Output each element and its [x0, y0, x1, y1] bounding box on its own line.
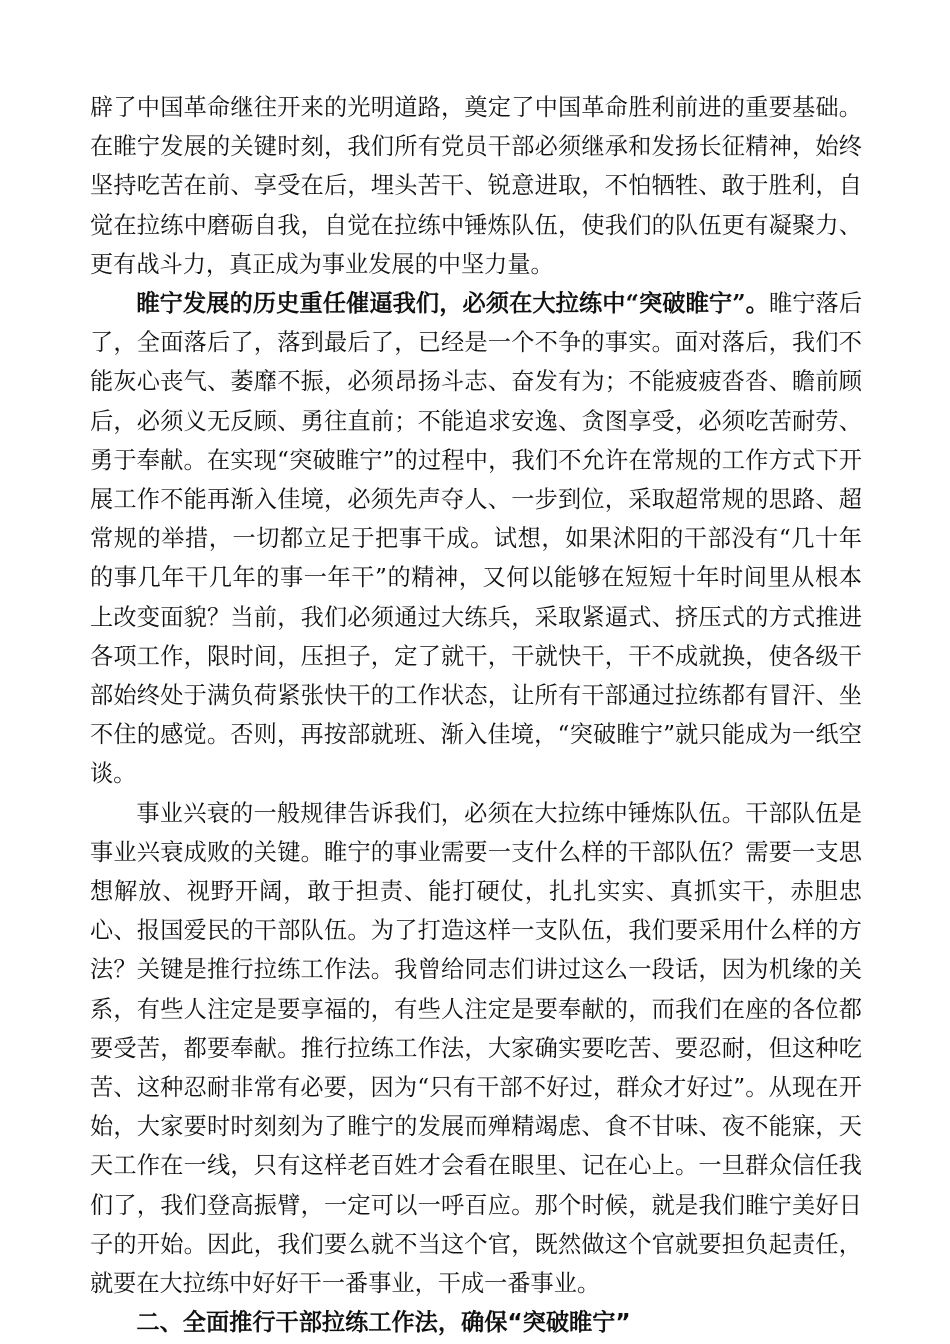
paragraph-2-lead: 睢宁发展的历史重任催逼我们，必须在大拉练中“突破睢宁”。 [136, 290, 769, 318]
paragraph-breakthrough [90, 284, 862, 794]
paragraph-continuation [90, 88, 862, 284]
document-page [90, 88, 862, 1343]
paragraph-team-building [90, 794, 862, 1304]
paragraph-3-text: 事业兴衰的一般规律告诉我们，必须在大拉练中锤炼队伍。干部队伍是事业兴衰成败的关键。睢宁的事业需要一支什么样的干部队伍？需要一支思想解放、视野开阔，敢于担责、能打硬仗，扎扎实实、真抓实干，赤胆忠心、报国爱民的干部队伍。为了打造这样一支队伍，我们要采用什么样的方法？关键是推行拉练工作法。我曾给同志们讲过这么一段话，因为机缘的关系，有些人注定是要享福的，有些人注定是要奉献的，而我们在座的各位都要受苦，都要奉献。推行拉练工作法，大家确实要吃苦、要忍耐，但这种吃苦、这种忍耐非常有必要，因为“只有干部不好过，群众才好过”。从现在开始，大家要时时刻刻为了睢宁的发展而殚精竭虑、食不甘味、夜不能寐，天天工作在一线，只有这样老百姓才会看在眼里、记在心上。一旦群众信任我们了，我们登高振臂，一定可以一呼百应。那个时候，就是我们睢宁美好日子的开始。因此，我们要么就不当这个官，既然做这个官就要担负起责任，就要在大拉练中好好干一番事业，干成一番事业。 [90, 799, 862, 1298]
paragraph-2-text: 睢宁落后了，全面落后了，落到最后了，已经是一个不争的事实。面对落后，我们不能灰心丧气、萎靡不振，必须昂扬斗志、奋发有为；不能疲疲沓沓、瞻前顾后，必须义无反顾、勇往直前；不能追求安逸、贪图享受，必须吃苦耐劳、勇于奉献。在实现“突破睢宁”的过程中，我们不允许在常规的工作方式下开展工作不能再渐入佳境，必须先声夺人、一步到位，采取超常规的思路、超常规的举措，一切都立足于把事干成。试想，如果沭阳的干部没有“几十年的事几年干几年的事一年干”的精神，又何以能够在短短十年时间里从根本上改变面貌？当前，我们必须通过大练兵，采取紧逼式、挤压式的方式推进各项工作，限时间，压担子，定了就干，干就快干，干不成就换，使各级干部始终处于满负荷紧张快干的工作状态，让所有干部通过拉练都有冒汗、坐不住的感觉。否则，再按部就班、渐入佳境，“突破睢宁”就只能成为一纸空谈。 [90, 290, 863, 788]
section-heading: 二、全面推行干部拉练工作法，确保“突破睢宁” [136, 1309, 631, 1337]
paragraph-1-text: 辟了中国革命继往开来的光明道路，奠定了中国革命胜利前进的重要基础。在睢宁发展的关键时刻，我们所有党员干部必须继承和发扬长征精神，始终坚持吃苦在前、享受在后，埋头苦干、锐意进取，不怕牺牲、敢于胜利，自觉在拉练中磨砺自我，自觉在拉练中锤炼队伍，使我们的队伍更有凝聚力、更有战斗力，真正成为事业发展的中坚力量。 [90, 94, 862, 278]
